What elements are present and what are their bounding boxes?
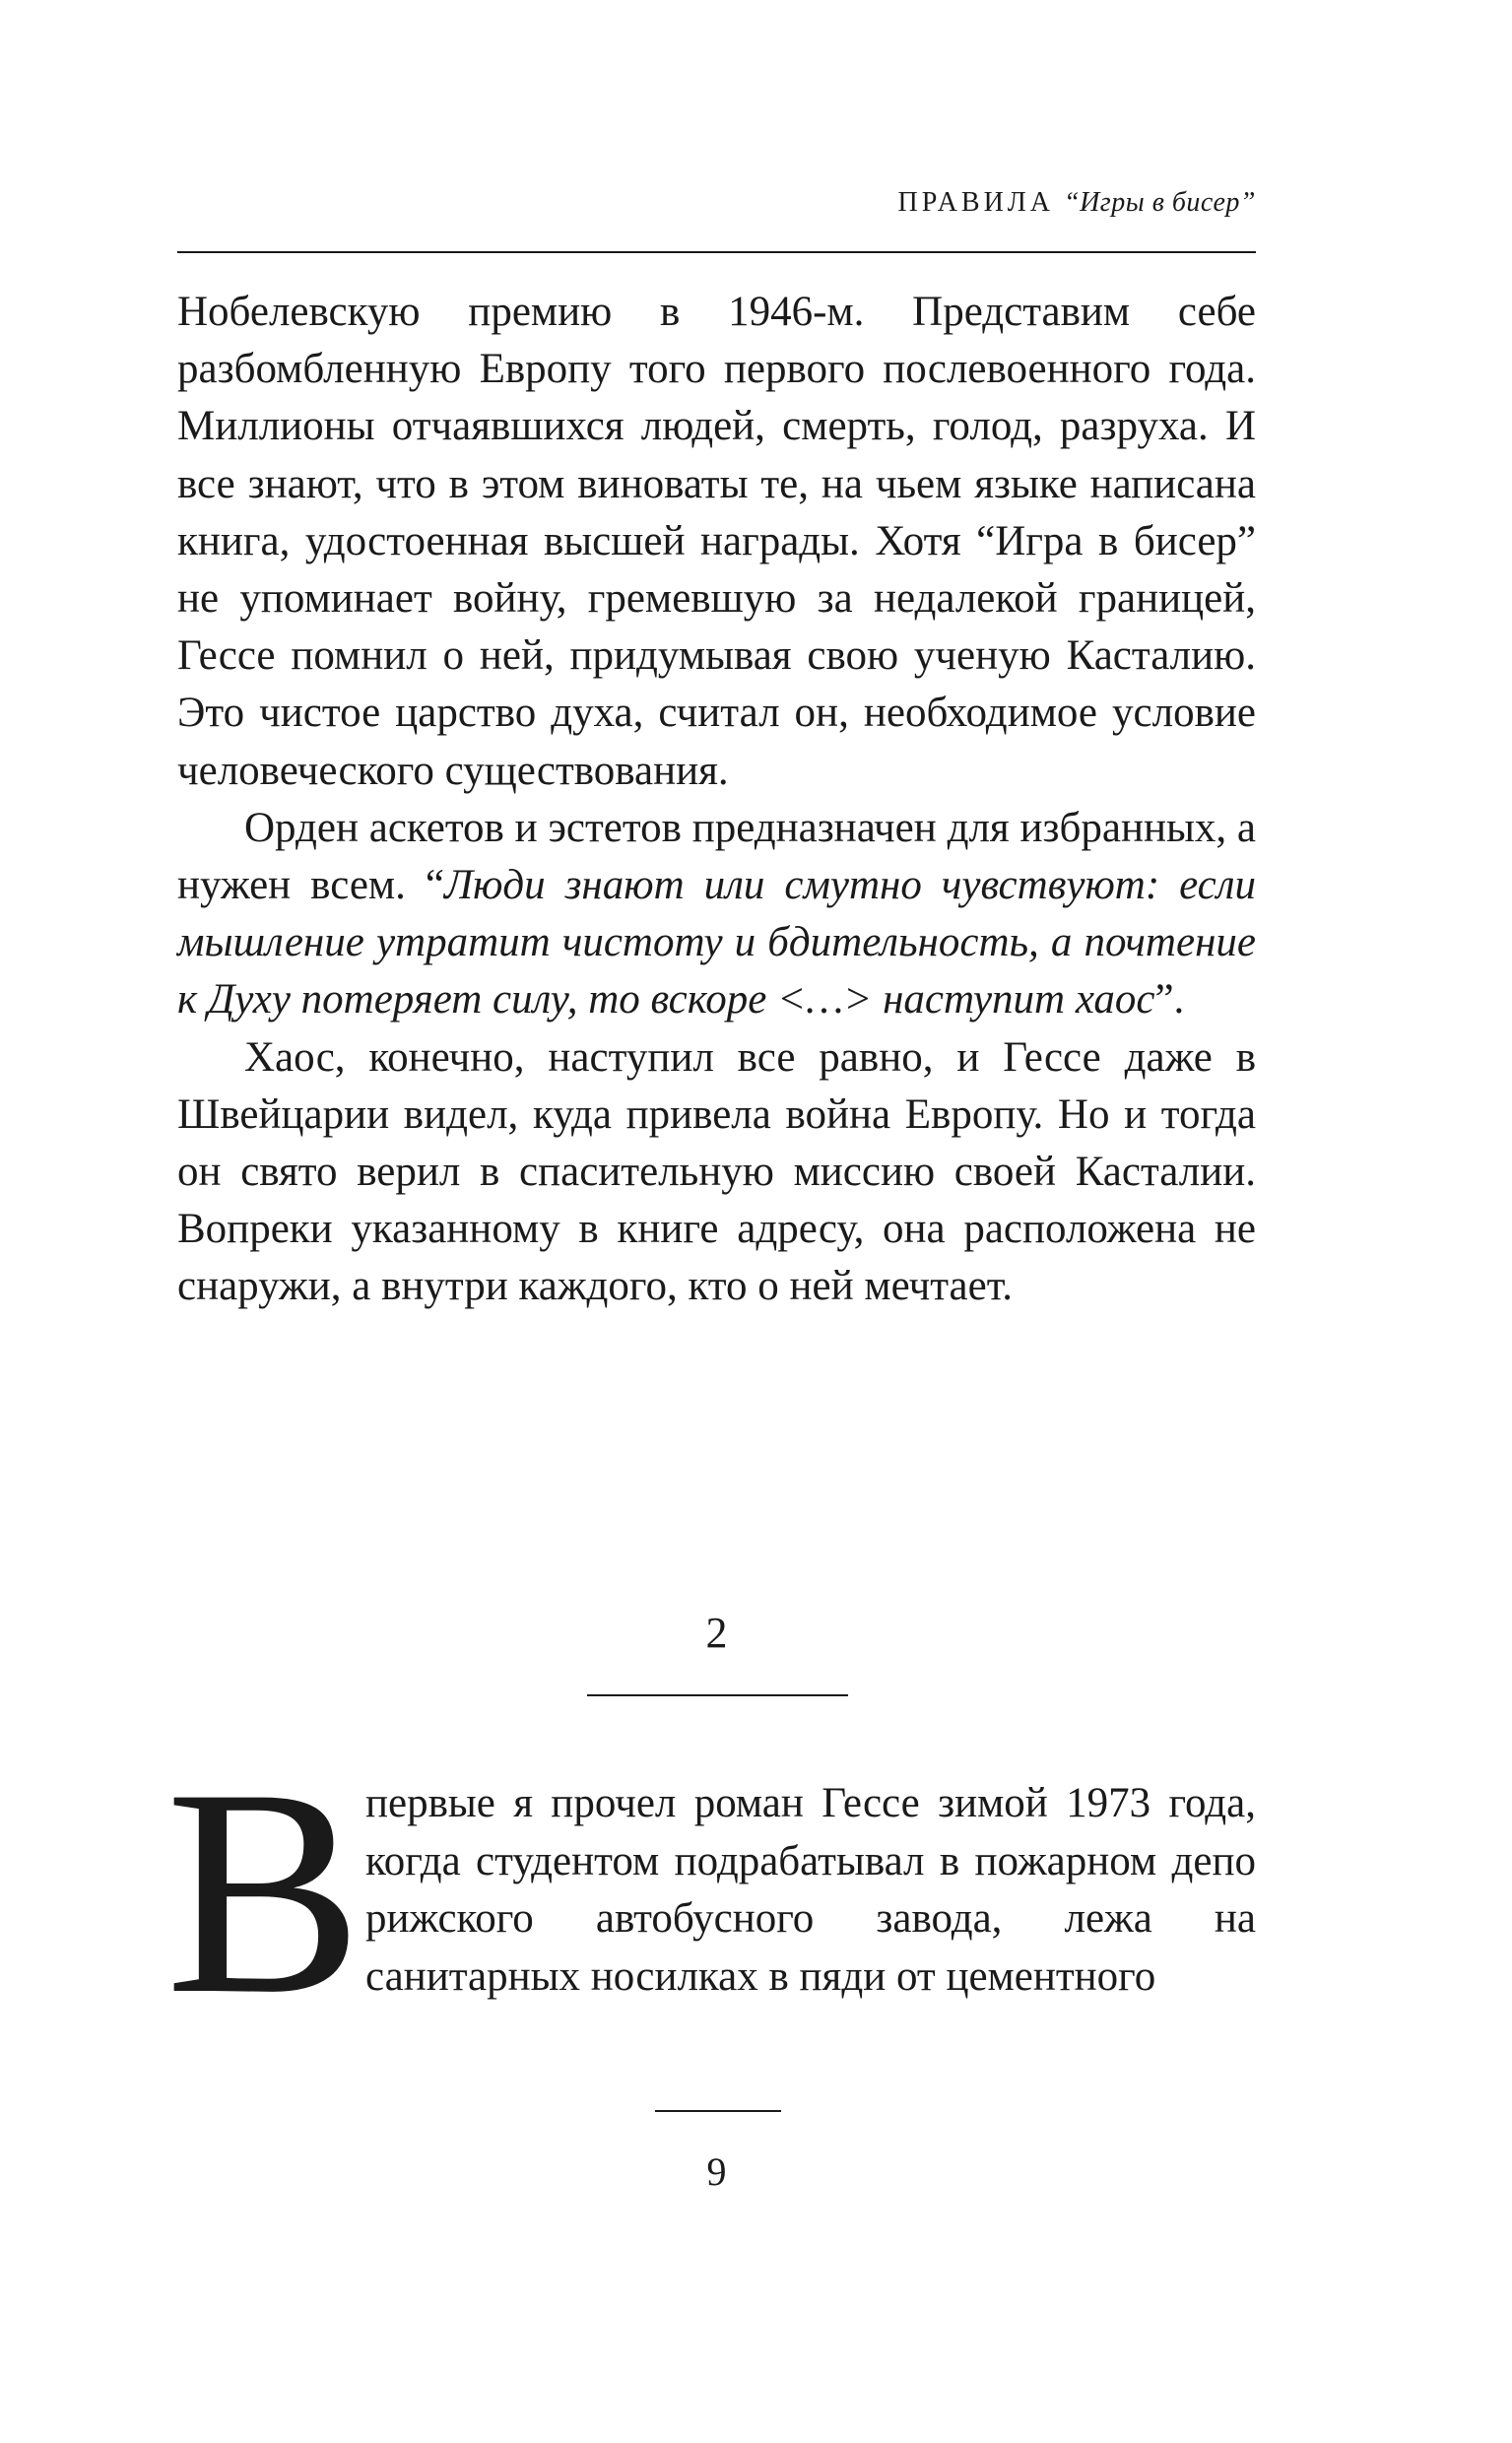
text-segment: ”. xyxy=(1154,976,1185,1023)
running-header-caps: ПРАВИЛА xyxy=(897,187,1055,218)
drop-cap: В xyxy=(165,1728,363,2055)
text-segment: Орден аскетов и эстетов предназначен для избранных, а нужен всем. “ xyxy=(177,804,1256,909)
section-rule xyxy=(587,1694,848,1696)
header-rule xyxy=(177,251,1256,253)
quote-italic: Люди знают или смутно чувствуют: если мышление утратит чистоту и бдительность, а почтение к Духу потеряет силу, то вскоре <…> наступит хаос xyxy=(177,862,1256,1023)
body-paragraph xyxy=(177,800,1256,1029)
footer-rule xyxy=(655,2110,781,2112)
text-segment: Нобелевскую премию в 1946-м. Представим себе разбомбленную Европу того первого послевоенного года. Миллионы отчаявшихся людей, смерть, голод, разруха. И все знают, что в этом виноваты те, на чьем языке написана книга, удостоенная высшей награды. Хотя “Игра в бисер” не упоминает войну, гремевшую за недалекой границей, Гессе помнил о ней, придумывая свою ученую Касталию. Это чистое царство духа, считал он, необходимое условие человеческого существования. xyxy=(177,289,1256,794)
body-paragraph xyxy=(177,1029,1256,1316)
text-segment: Хаос, конечно, наступил все равно, и Гессе даже в Швейцарии видел, куда привела война Европу. Но и тогда он свято верил в спасительную миссию своей Касталии. Вопреки указанному в книге адресу, она расположена не снаружи, а внутри каждого, кто о ней мечтает. xyxy=(177,1033,1256,1310)
page-number: 9 xyxy=(706,2149,727,2194)
chapter-opening xyxy=(365,1775,1256,2006)
running-header xyxy=(177,187,1256,219)
body-text xyxy=(177,284,1256,1316)
running-header-title: “Игры в бисер” xyxy=(1064,187,1256,218)
body-paragraph xyxy=(177,284,1256,800)
chapter-opening-paragraph: первые я прочел роман Гессе зимой 1973 года, когда студентом подрабатывал в пожарном депо рижского автобусного завода, лежа на санитарных носилках в пяди от цементного xyxy=(365,1780,1256,2000)
section-number: 2 xyxy=(705,1609,728,1657)
